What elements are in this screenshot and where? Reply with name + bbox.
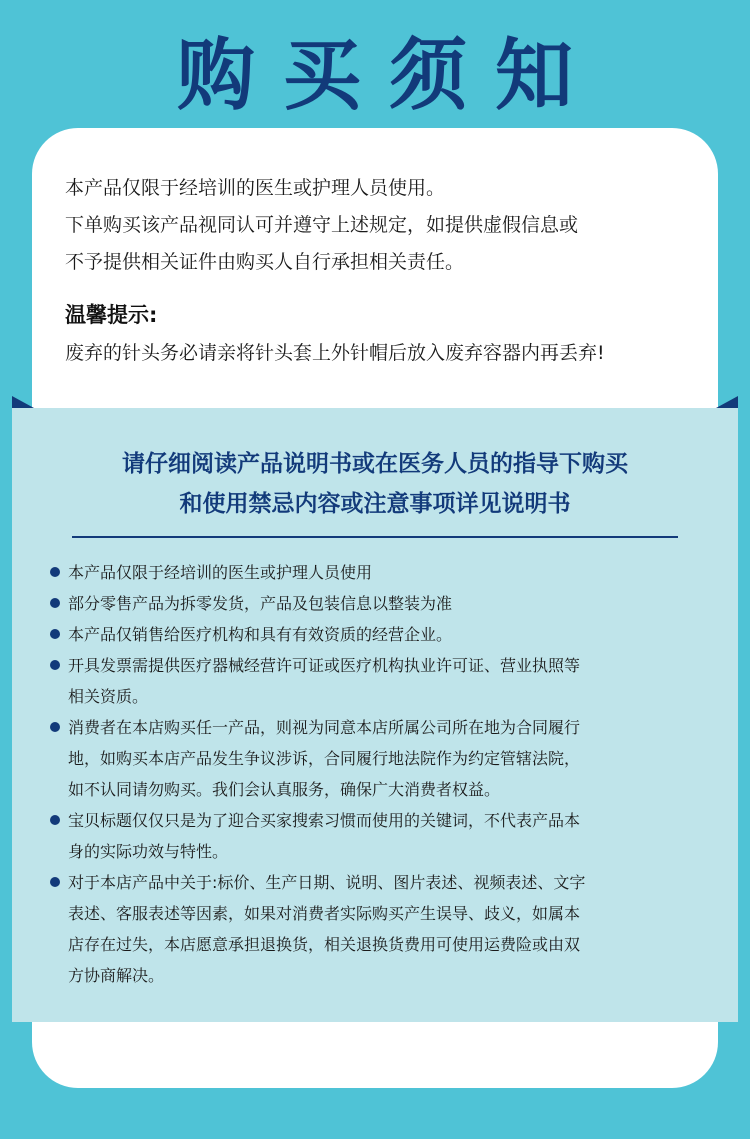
bullet-icon	[50, 660, 60, 670]
panel-heading-line: 请仔细阅读产品说明书或在医务人员的指导下购买	[122, 451, 628, 477]
bullet-icon	[50, 598, 60, 608]
panel-corner-right	[716, 396, 738, 408]
panel-heading	[0, 444, 750, 524]
bullet-icon	[50, 722, 60, 732]
bullet-icon	[50, 629, 60, 639]
tips-heading: 温馨提示:	[65, 303, 158, 327]
divider	[72, 536, 678, 538]
page-title: 购买须知	[176, 31, 601, 121]
notice-text	[65, 170, 705, 281]
list-item: 宝贝标题仅仅只是为了迎合买家搜索习惯而使用的关键词，不代表产品本 身的实际功效与特性。	[50, 805, 700, 867]
notice-list	[50, 557, 700, 991]
list-item: 开具发票需提供医疗器械经营许可证或医疗机构执业许可证、营业执照等 相关资质。	[50, 650, 700, 712]
list-item: 消费者在本店购买任一产品，则视为同意本店所属公司所在地为合同履行 地，如购买本店产品发生争议涉诉，合同履行地法院作为约定管辖法院， 如不认同请勿购买。我们会认真服务，确保广大消费者权益。	[50, 712, 700, 805]
notice-line: 不予提供相关证件由购买人自行承担相关责任。	[65, 251, 465, 273]
list-item: 本产品仅销售给医疗机构和具有有效资质的经营企业。	[50, 619, 700, 650]
bullet-icon	[50, 815, 60, 825]
notice-line: 本产品仅限于经培训的医生或护理人员使用。	[65, 177, 446, 199]
panel-heading-line: 和使用禁忌内容或注意事项详见说明书	[179, 491, 571, 517]
list-item: 对于本店产品中关于:标价、生产日期、说明、图片表述、视频表述、文字 表述、客服表述等因素，如果对消费者实际购买产生误导、歧义，如属本 店存在过失，本店愿意承担退换货，相关退换货费用可使用运费险或由双 方协商解决。	[50, 867, 700, 991]
bullet-icon	[50, 567, 60, 577]
bullet-icon	[50, 877, 60, 887]
notice-line: 下单购买该产品视同认可并遵守上述规定，如提供虚假信息或	[65, 214, 579, 236]
tips-text: 废弃的针头务必请亲将针头套上外针帽后放入废弃容器内再丢弃!	[65, 342, 605, 364]
list-item: 部分零售产品为拆零发货，产品及包装信息以整装为准	[50, 588, 700, 619]
list-item: 本产品仅限于经培训的医生或护理人员使用	[50, 557, 700, 588]
panel-corner-left	[12, 396, 34, 408]
